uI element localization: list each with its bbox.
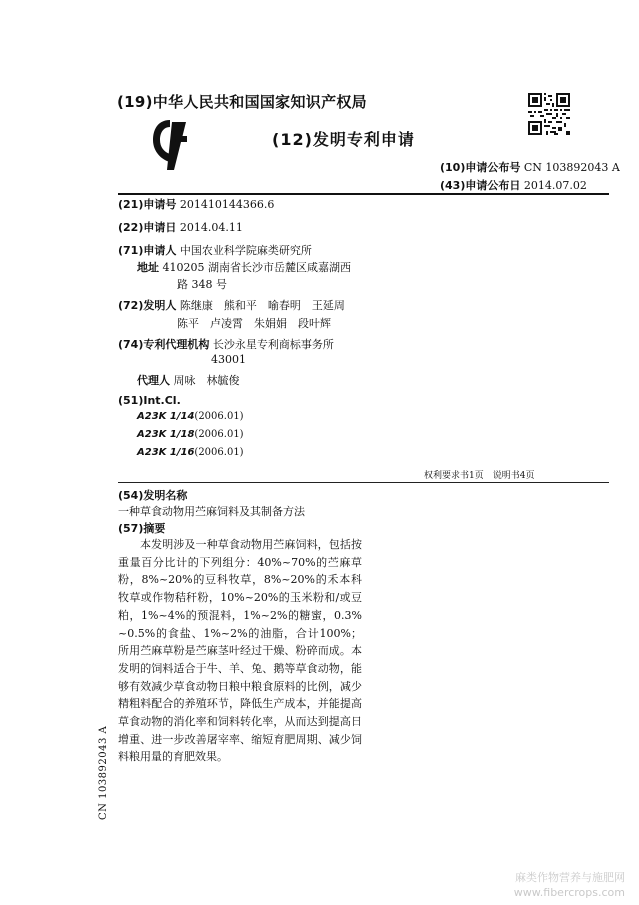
applicant-label: (71)申请人 (118, 244, 177, 257)
agent-names: 周咏 林毓俊 (173, 374, 240, 387)
office-name: (19)中华人民共和国国家知识产权局 (117, 93, 367, 111)
agency-label: (74)专利代理机构 (118, 338, 210, 351)
cnipa-logo-icon (150, 118, 190, 172)
address-line (137, 259, 351, 275)
publication-number: CN 103892043 A (523, 161, 620, 174)
agent-line (137, 372, 240, 388)
inventors-line (118, 297, 345, 313)
inventors-names-2: 陈平 卢凌霄 朱娟娟 段叶辉 (177, 317, 331, 330)
inventors-names-1: 陈继康 熊和平 喻春明 王延周 (179, 299, 345, 312)
page-counts: 权利要求书1页 说明书4页 (424, 471, 535, 481)
applicant-name: 中国农业科学院麻类研究所 (179, 244, 312, 257)
publication-date: 2014.07.02 (523, 179, 587, 192)
ipc-entry (137, 429, 244, 440)
ipc-version: (2006.01) (194, 447, 244, 458)
abstract-label-text: (57)摘要 (118, 522, 166, 535)
application-number-label: (21)申请号 (118, 198, 177, 211)
side-publication-number: CN 103892043 A (98, 725, 109, 820)
invention-title-label-text: (54)发明名称 (118, 489, 188, 502)
address-line-2: 路 348 号 (177, 278, 227, 291)
agency-code: 43001 (211, 353, 246, 366)
address-line-1: 410205 湖南省长沙市岳麓区咸嘉湖西 (162, 261, 351, 274)
ipc-version: (2006.01) (194, 411, 244, 422)
applicant-line (118, 242, 312, 258)
ipc-code: A23K 1/18 (137, 429, 195, 440)
ipc-version: (2006.01) (194, 429, 244, 440)
ipc-entry (137, 447, 244, 458)
invention-title-label (118, 487, 187, 503)
publication-number-line (440, 159, 620, 175)
agency-name: 长沙永星专利商标事务所 (212, 338, 334, 351)
watermark-site-name: 麻类作物营养与施肥网 (515, 871, 625, 884)
int-cl-label: (51)Int.Cl. (118, 394, 181, 407)
abstract-text: 本发明涉及一种草食动物用苎麻饲料，包括按重量百分比计的下列组分：40%~70%的苎麻草粉，8%~20%的豆科牧草，8%~20%的禾本科牧草或作物秸秆粉，10%~20%的玉米粉和/或豆粕，1%~4%的预混料，1%~2%的糖蜜，0.3%~0.5%的食盐、1%~2%的油脂，合计100%；所用苎麻草粉是苎麻茎叶经过干燥、粉碎而成。本发明的饲料适合于牛、羊、兔、鹅等草食动物，能够有效减少草食动物日粮中粮食原料的比例，减少精粗料配合的养殖环节，降低生产成本，并能提高草食动物的消化率和饲料转化率，从而达到提高日增重、进一步改善屠宰率、缩短育肥周期、减少饲料粮用量的育肥效果。 (118, 538, 362, 764)
ipc-code: A23K 1/16 (137, 447, 195, 458)
document-type: (12)发明专利申请 (272, 130, 415, 149)
biblio-divider (118, 482, 609, 483)
application-number: 201410144366.6 (179, 198, 275, 211)
invention-title: 一种草食动物用苎麻饲料及其制备方法 (118, 505, 305, 518)
abstract-label (118, 520, 165, 536)
agent-label: 代理人 (137, 374, 170, 387)
application-number-line (118, 196, 274, 212)
watermark-url: www.fibercrops.com (513, 886, 625, 899)
agency-line (118, 336, 334, 352)
ipc-code: A23K 1/14 (137, 411, 195, 422)
qr-code-icon (528, 93, 570, 135)
int-cl-line (118, 394, 181, 407)
publication-date-line (440, 177, 587, 193)
publication-date-label: (43)申请公布日 (440, 179, 521, 192)
publication-number-label: (10)申请公布号 (440, 161, 521, 174)
inventors-label: (72)发明人 (118, 299, 177, 312)
ipc-entry (137, 411, 244, 422)
filing-date: 2014.04.11 (179, 221, 243, 234)
address-label: 地址 (137, 261, 159, 274)
filing-date-line (118, 219, 243, 235)
header-divider (118, 193, 609, 195)
filing-date-label: (22)申请日 (118, 221, 177, 234)
